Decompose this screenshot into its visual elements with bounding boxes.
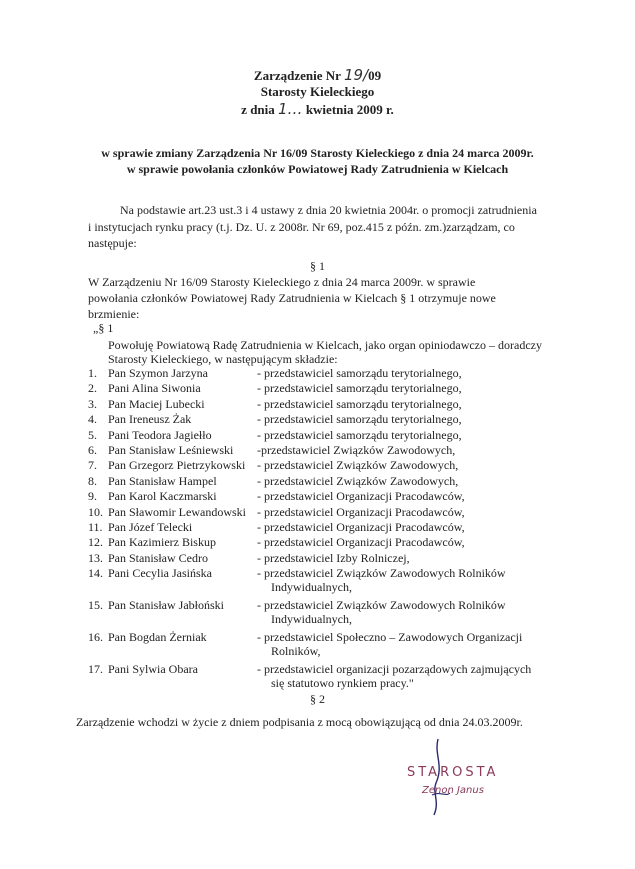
stamp-title: STAROSTA bbox=[407, 765, 499, 780]
title-year: 09 bbox=[368, 68, 382, 83]
member-number: 7. bbox=[88, 458, 97, 473]
date-suffix: kwietnia 2009 r. bbox=[305, 102, 394, 117]
member-number: 17. bbox=[88, 662, 103, 677]
member-role-continued: Indywidualnych, bbox=[271, 580, 352, 595]
section-2-text: Zarządzenie wchodzi w życie z dniem podpisania z mocą obowiązującą od dnia 24.03.2009r. bbox=[76, 715, 523, 729]
handwritten-day: 1… bbox=[278, 100, 303, 118]
member-number: 15. bbox=[88, 598, 103, 613]
member-number: 6. bbox=[88, 443, 97, 457]
section-1-line-1: W Zarządzeniu Nr 16/09 Starosty Kieleckiego z dnia 24 marca 2009r. w sprawie bbox=[88, 275, 476, 289]
member-role: - przedstawiciel samorządu terytorialnego, bbox=[257, 366, 462, 380]
section-2-heading: § 2 bbox=[310, 692, 325, 706]
member-number: 5. bbox=[88, 427, 97, 442]
member-role: - przedstawiciel Społeczno – Zawodowych Organizacji bbox=[257, 630, 523, 645]
member-name: Pan Maciej Lubecki bbox=[108, 396, 205, 411]
document-issuer: Starosty Kieleckiego bbox=[260, 84, 375, 99]
member-number: 9. bbox=[88, 489, 97, 504]
stamp-name: Zenon Janus bbox=[422, 785, 484, 796]
member-role: - przedstawiciel Organizacji Pracodawców, bbox=[257, 489, 465, 504]
member-role: - przedstawiciel Związków Zawodowych, bbox=[257, 473, 459, 488]
member-role-continued: się statutowo rynkiem pracy." bbox=[271, 676, 414, 691]
member-number: 13. bbox=[88, 550, 103, 565]
member-role: - przedstawiciel samorządu terytorialnego, bbox=[257, 381, 462, 396]
member-role: - przedstawiciel Organizacji Pracodawców, bbox=[257, 535, 465, 550]
member-role: - przedstawiciel samorządu terytorialnego, bbox=[257, 396, 462, 411]
member-name: Pani Sylwia Obara bbox=[108, 662, 198, 677]
handwritten-number: 19/ bbox=[343, 66, 369, 84]
member-role: - przedstawiciel Związków Zawodowych, bbox=[257, 458, 459, 473]
member-number: 16. bbox=[88, 630, 103, 645]
section-1-line-2: powołania członków Powiatowej Rady Zatrudnienia w Kielcach § 1 otrzymuje nowe bbox=[88, 291, 496, 305]
member-name: Pan Stanisław Hampel bbox=[108, 473, 217, 488]
member-name: Pan Stanisław Jabłoński bbox=[108, 598, 224, 613]
member-name: Pan Szymon Jarzyna bbox=[108, 366, 208, 380]
member-name: Pan Karol Kaczmarski bbox=[108, 489, 217, 504]
member-number: 2. bbox=[88, 381, 97, 396]
member-number: 3. bbox=[88, 396, 97, 411]
member-number: 11. bbox=[88, 520, 103, 534]
member-role: -przedstawiciel Związków Zawodowych, bbox=[257, 443, 456, 457]
council-intro-1: Powołuję Powiatową Radę Zatrudnienia w Kielcach, jako organ opiniodawczo – doradczy bbox=[108, 338, 542, 352]
title-prefix: Zarządzenie Nr bbox=[253, 68, 341, 83]
member-name: Pan Kazimierz Biskup bbox=[108, 535, 216, 550]
section-1-line-3: brzmienie: bbox=[88, 307, 140, 321]
member-number: 10. bbox=[88, 504, 103, 519]
member-name: Pan Sławomir Lewandowski bbox=[108, 504, 246, 519]
member-number: 8. bbox=[88, 473, 97, 488]
member-number: 14. bbox=[88, 566, 103, 581]
member-name: Pan Ireneusz Żak bbox=[108, 412, 192, 427]
member-role: - przedstawiciel Izby Rolniczej, bbox=[257, 550, 410, 565]
member-name: Pan Grzegorz Pietrzykowski bbox=[108, 458, 246, 473]
member-role-continued: Indywidualnych, bbox=[271, 612, 352, 627]
section-1-heading: § 1 bbox=[310, 259, 325, 273]
signature bbox=[410, 735, 470, 825]
member-name: Pani Alina Siwonia bbox=[108, 381, 201, 396]
member-role: - przedstawiciel Organizacji Pracodawców, bbox=[257, 520, 465, 534]
council-intro-2: Starosty Kieleckiego, w następującym składzie: bbox=[108, 352, 338, 366]
document-title bbox=[0, 66, 635, 84]
member-role: - przedstawiciel Organizacji Pracodawców, bbox=[257, 504, 465, 519]
member-role-continued: Rolników, bbox=[271, 644, 321, 659]
member-number: 1. bbox=[88, 366, 97, 380]
member-role: - przedstawiciel organizacji pozarządowych zajmujących bbox=[257, 662, 532, 677]
basis-line-1: Na podstawie art.23 ust.3 i 4 ustawy z dnia 20 kwietnia 2004r. o promocji zatrudnienia bbox=[120, 203, 537, 217]
document-date bbox=[0, 100, 635, 118]
member-name: Pani Teodora Jagiełło bbox=[108, 427, 212, 442]
member-name: Pan Stanisław Cedro bbox=[108, 550, 208, 565]
subject-line-1: w sprawie zmiany Zarządzenia Nr 16/09 Starosty Kieleckiego z dnia 24 marca 2009r. bbox=[101, 146, 534, 160]
member-role: - przedstawiciel samorządu terytorialnego, bbox=[257, 427, 462, 442]
basis-line-2: i instytucjach rynku pracy (t.j. Dz. U. z 2008r. Nr 69, poz.415 z późn. zm.)zarządzam, co bbox=[88, 220, 515, 234]
member-name: Pan Józef Telecki bbox=[108, 520, 193, 534]
member-role: - przedstawiciel Związków Zawodowych Rolników bbox=[257, 598, 506, 613]
member-name: Pan Stanisław Leśniewski bbox=[108, 443, 234, 457]
member-role: - przedstawiciel Związków Zawodowych Rolników bbox=[257, 566, 506, 581]
member-number: 12. bbox=[88, 535, 103, 550]
member-name: Pan Bogdan Żerniak bbox=[108, 630, 207, 645]
member-role: - przedstawiciel samorządu terytorialnego, bbox=[257, 412, 462, 427]
member-number: 4. bbox=[88, 412, 97, 427]
date-prefix: z dnia bbox=[241, 102, 275, 117]
basis-line-3: następuje: bbox=[88, 236, 137, 250]
subject-line-2: w sprawie powołania członków Powiatowej Rady Zatrudnienia w Kielcach bbox=[126, 162, 509, 176]
member-name: Pani Cecylia Jasińska bbox=[108, 566, 212, 581]
quoted-section-heading: „§ 1 bbox=[93, 321, 114, 335]
